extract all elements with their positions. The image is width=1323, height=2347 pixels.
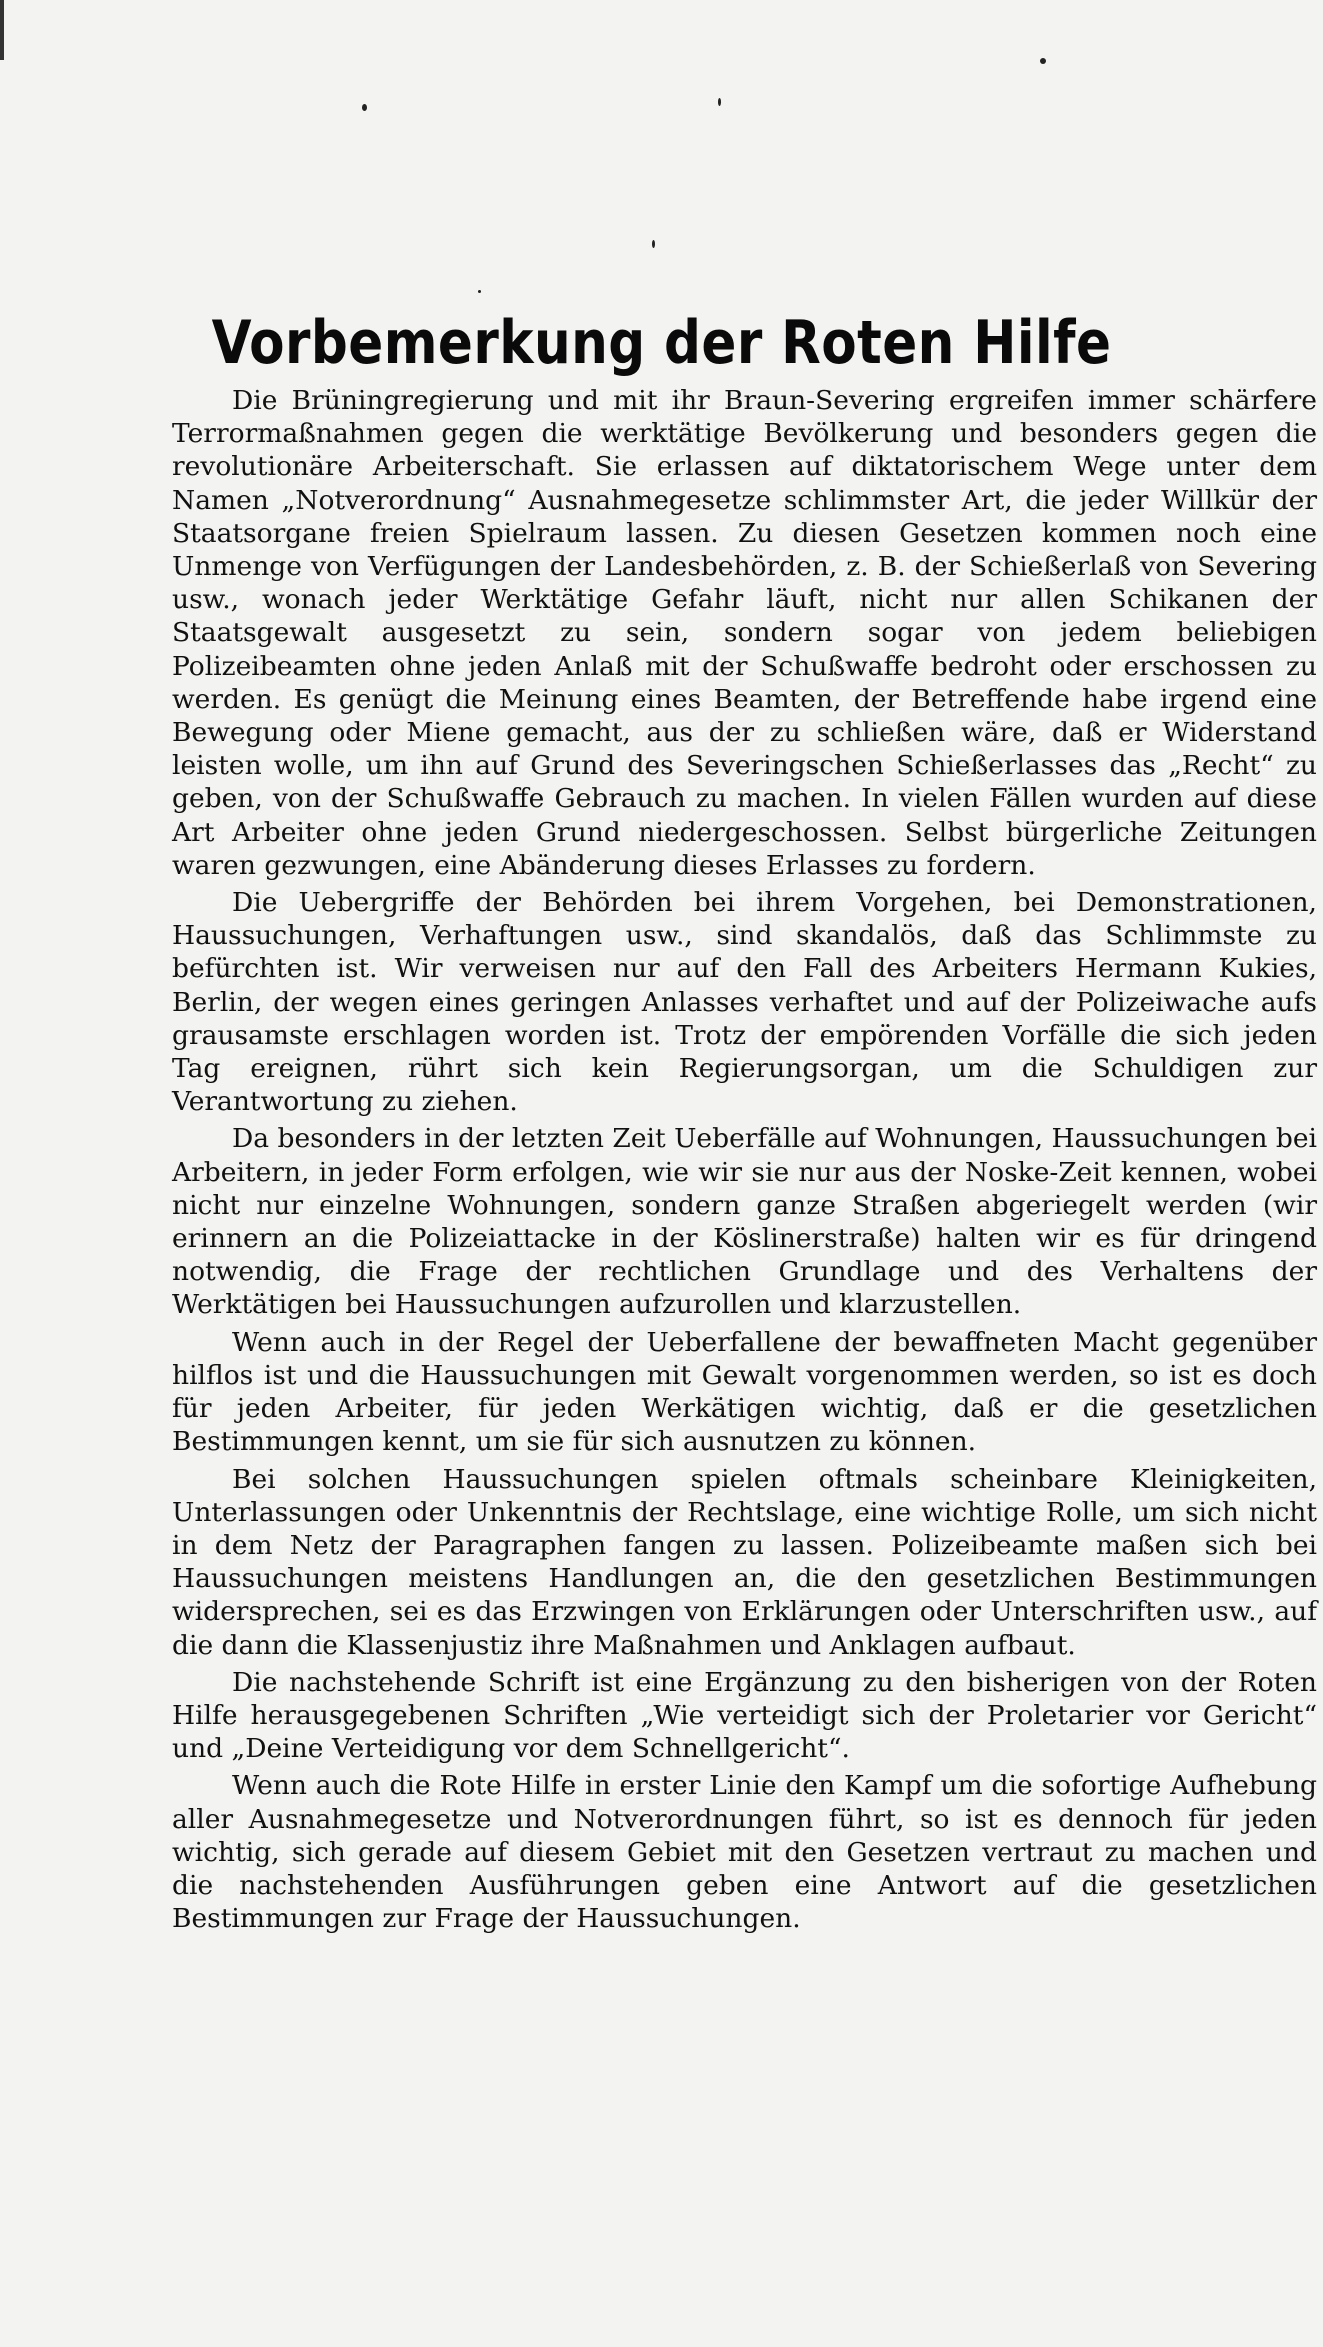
scan-edge-mark (0, 0, 4, 60)
paragraph: Die Uebergriffe der Behörden bei ihrem Vorgehen, bei Demonstrationen, Haussuchungen, Verhaftungen usw., sind skandalös, daß das Schlimmste zu befürchten ist. Wir verweisen nur auf den Fall des Arbeiters Hermann Kukies, Berlin, der wegen eines geringen Anlasses verhaftet und auf der Polizeiwache aufs grausamste erschlagen worden ist. Trotz der empörenden Vorfälle die sich jeden Tag ereignen, rührt sich kein Regierungsorgan, um die Schuldigen zur Verantwortung zu ziehen. (172, 887, 1317, 1118)
paragraph: Die Brüningregierung und mit ihr Braun-Severing ergreifen immer schärfere Terrormaßnahmen gegen die werktätige Bevölkerung und besonders gegen die revolutionäre Arbeiterschaft. Sie erlassen auf diktatorischem Wege unter dem Namen „Notverordnung“ Ausnahmegesetze schlimmster Art, die jeder Willkür der Staatsorgane freien Spielraum lassen. Zu diesen Gesetzen kommen noch eine Unmenge von Verfügungen der Landesbehörden, z. B. der Schießerlaß von Severing usw., wonach jeder Werktätige Gefahr läuft, nicht nur allen Schikanen der Staatsgewalt ausgesetzt zu sein, sondern sogar von jedem beliebigen Polizeibeamten ohne jeden Anlaß mit der Schußwaffe bedroht oder erschossen zu werden. Es genügt die Meinung eines Beamten, der Betreffende habe irgend eine Bewegung oder Miene gemacht, aus der zu schließen wäre, daß er Widerstand leisten wolle, um ihn auf Grund des Severingschen Schießerlasses das „Recht“ zu geben, von der Schußwaffe Gebrauch zu machen. In vielen Fällen wurden auf diese Art Arbeiter ohne jeden Grund niedergeschossen. Selbst bürgerliche Zeitungen waren gezwungen, eine Abänderung dieses Erlasses zu fordern. (172, 385, 1317, 881)
page-title: Vorbemerkung der Roten Hilfe (211, 308, 1112, 378)
scan-speck (652, 240, 655, 248)
scan-speck (718, 98, 721, 106)
scan-speck (362, 104, 367, 111)
scan-speck (1040, 58, 1046, 64)
scan-bottom-noise (0, 2277, 1323, 2347)
body-text (172, 384, 1317, 1939)
paragraph: Da besonders in der letzten Zeit Ueberfälle auf Wohnungen, Haussuchungen bei Arbeitern, in jeder Form erfolgen, wie wir sie nur aus der Noske-Zeit kennen, wobei nicht nur einzelne Wohnungen, sondern ganze Straßen abgeriegelt werden (wir erinnern an die Polizeiattacke in der Köslinerstraße) halten wir es für dringend notwendig, die Frage der rechtlichen Grundlage und des Verhaltens der Werktätigen bei Haussuchungen aufzurollen und klarzustellen. (172, 1123, 1317, 1321)
paragraph: Wenn auch die Rote Hilfe in erster Linie den Kampf um die sofortige Aufhebung aller Ausnahmegesetze und Notverordnungen führt, so ist es dennoch für jeden wichtig, sich gerade auf diesem Gebiet mit den Gesetzen vertraut zu machen und die nachstehenden Ausführungen geben eine Antwort auf die gesetzlichen Bestimmungen zur Frage der Haussuchungen. (172, 1770, 1317, 1935)
paragraph: Die nachstehende Schrift ist eine Ergänzung zu den bisherigen von der Roten Hilfe herausgegebenen Schriften „Wie verteidigt sich der Proletarier vor Gericht“ und „Deine Verteidigung vor dem Schnellgericht“. (172, 1666, 1317, 1765)
paragraph: Wenn auch in der Regel der Ueberfallene der bewaffneten Macht gegenüber hilflos ist und die Haussuchungen mit Gewalt vorgenommen werden, so ist es doch für jeden Arbeiter, für jeden Werkätigen wichtig, daß er die gesetzlichen Bestimmungen kennt, um sie für sich ausnutzen zu können. (172, 1326, 1317, 1458)
scan-speck (478, 290, 481, 293)
paragraph: Bei solchen Haussuchungen spielen oftmals scheinbare Kleinigkeiten, Unterlassungen oder Unkenntnis der Rechtslage, eine wichtige Rolle, um sich nicht in dem Netz der Paragraphen fangen zu lassen. Polizeibeamte maßen sich bei Haussuchungen meistens Handlungen an, die den gesetzlichen Bestimmungen widersprechen, sei es das Erzwingen von Erklärungen oder Unterschriften usw., auf die dann die Klassenjustiz ihre Maßnahmen und Anklagen aufbaut. (172, 1463, 1317, 1661)
